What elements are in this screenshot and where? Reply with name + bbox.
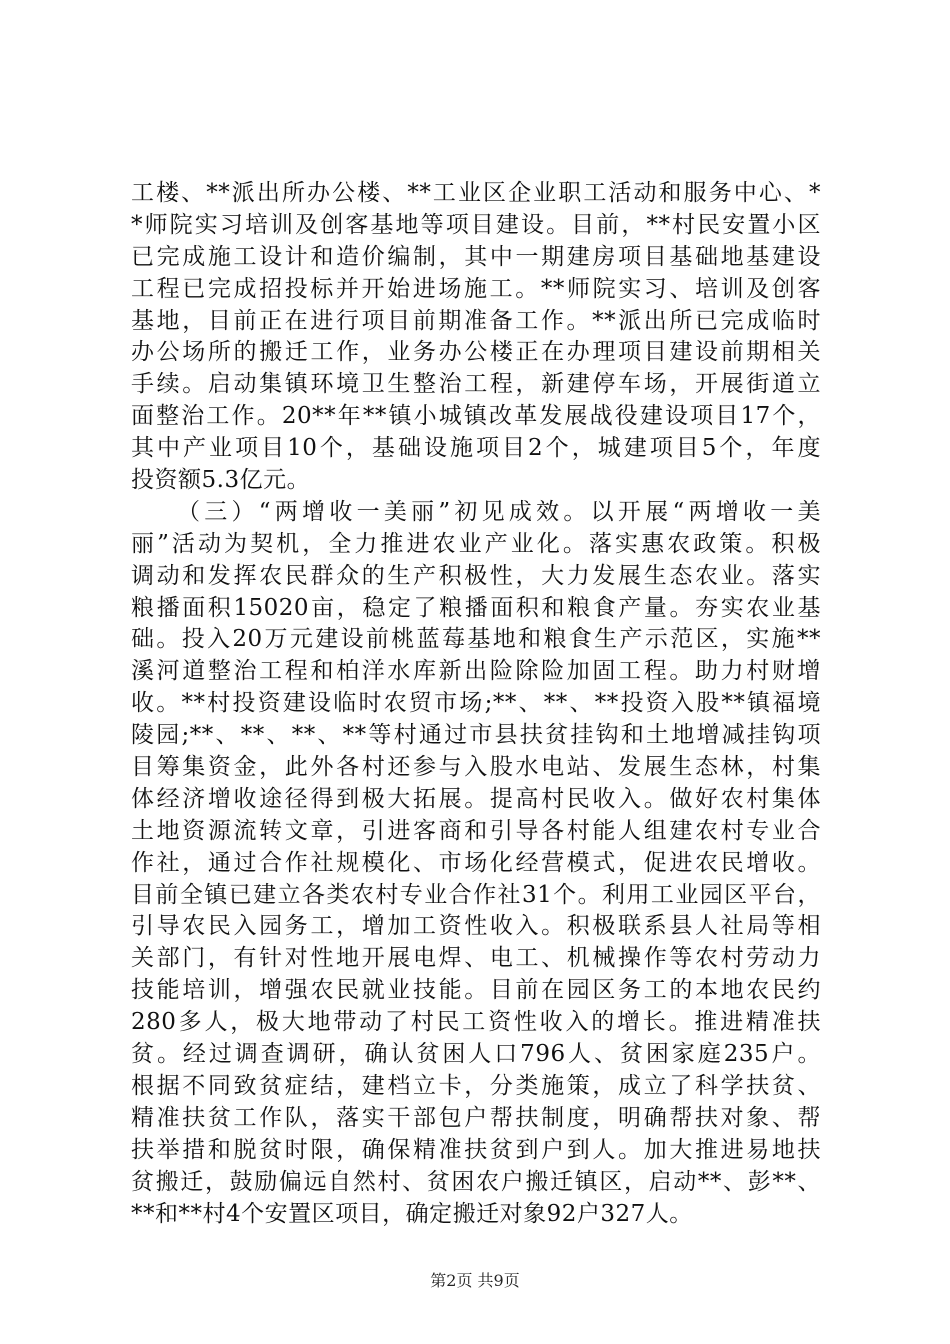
text-line: 280多人，极大地带动了村民工资性收入的增长。推进精准扶 [131,1009,821,1036]
text-line: 贫。经过调查调研，确认贫困人口796人、贫困家庭235户。 [131,1041,821,1068]
text-line: 引导农民入园务工，增加工资性收入。积极联系县人社局等相 [131,913,821,940]
text-line: 已完成施工设计和造价编制，其中一期建房项目基础地基建设 [131,243,821,270]
text-line: 基地，目前正在进行项目前期准备工作。**派出所已完成临时 [131,307,821,334]
text-line: 其中产业项目10个，基础设施项目2个，城建项目5个，年度 [131,435,821,462]
text-line: 陵园;**、**、**、**等村通过市县扶贫挂钩和土地增减挂钩项 [131,722,821,749]
text-line: 工楼、**派出所办公楼、**工业区企业职工活动和服务中心、* [131,180,821,206]
paragraph-two-increase-one-beauty [131,497,821,1230]
text-line: 丽”活动为契机，全力推进农业产业化。落实惠农政策。积极 [131,530,821,557]
text-line: 目前全镇已建立各类农村专业合作社31个。利用工业园区平台， [131,881,821,908]
text-line: 手续。启动集镇环境卫生整治工程，新建停车场，开展街道立 [131,371,821,398]
text-line: 粮播面积15020亩，稳定了粮播面积和粮食产量。夯实农业基 [131,594,821,621]
text-line: *师院实习培训及创客基地等项目建设。目前，**村民安置小区 [131,211,821,238]
document-body [131,178,821,1230]
text-line: 工程已完成招投标并开始进场施工。**师院实习、培训及创客 [131,275,821,302]
text-line: 收。**村投资建设临时农贸市场;**、**、**投资入股**镇福境 [131,690,821,717]
text-line: 扶举措和脱贫时限，确保精准扶贫到户到人。加大推进易地扶 [131,1136,821,1163]
text-line: 投资额5.3亿元。 [131,467,311,494]
text-line: 作社，通过合作社规模化、市场化经营模式，促进农民增收。 [131,849,821,876]
text-line: 溪河道整治工程和柏洋水库新出险除险加固工程。助力村财增 [131,658,821,685]
page-number-footer: 第2页 共9页 [430,1271,520,1290]
text-line: 贫搬迁，鼓励偏远自然村、贫困农户搬迁镇区，启动**、彭**、 [131,1168,821,1195]
text-line: 体经济增收途径得到极大拓展。提高村民收入。做好农村集体 [131,785,821,812]
text-line: 土地资源流转文章，引进客商和引导各村能人组建农村专业合 [131,817,821,844]
text-line: **和**村4个安置区项目，确定搬迁对象92户327人。 [131,1200,693,1227]
text-line: 础。投入20万元建设前桃蓝莓基地和粮食生产示范区，实施** [131,626,821,653]
text-line: 目筹集资金，此外各村还参与入股水电站、发展生态林，村集 [131,754,821,781]
text-line: 关部门，有针对性地开展电焊、电工、机械操作等农村劳动力 [131,945,821,972]
text-line: 办公场所的搬迁工作，业务办公楼正在办理项目建设前期相关 [131,339,821,366]
text-line: 面整治工作。20**年**镇小城镇改革发展战役建设项目17个， [131,403,821,430]
text-line: 调动和发挥农民群众的生产积极性，大力发展生态农业。落实 [131,562,821,589]
paragraph-projects [131,178,821,497]
section-heading-line: （三）“两增收一美丽”初见成效。以开展“两增收一美 [177,498,821,525]
text-line: 根据不同致贫症结，建档立卡，分类施策，成立了科学扶贫、 [131,1072,821,1099]
text-line: 技能培训，增强农民就业技能。目前在园区务工的本地农民约 [131,977,821,1004]
text-line: 精准扶贫工作队，落实干部包户帮扶制度，明确帮扶对象、帮 [131,1104,821,1131]
